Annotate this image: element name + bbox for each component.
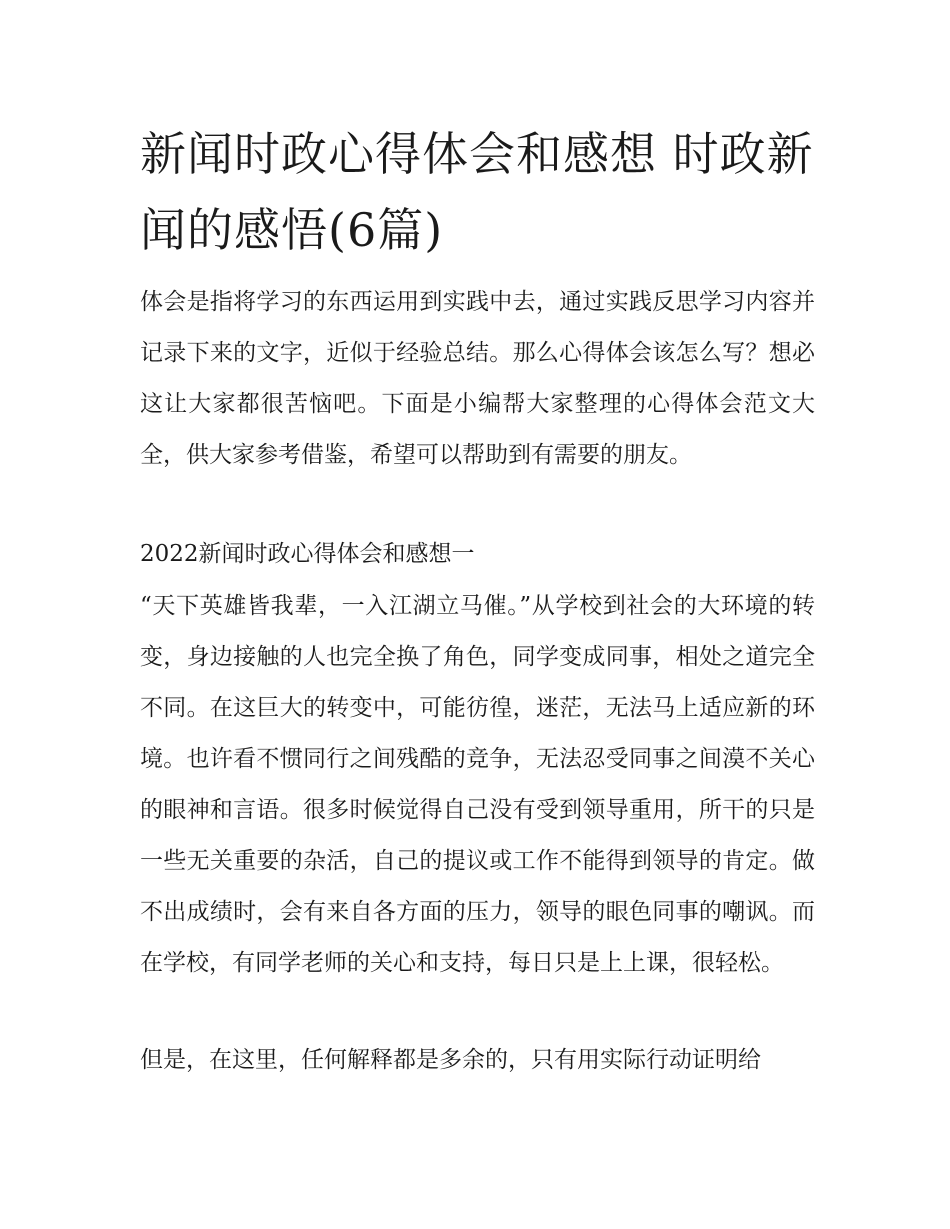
section-heading: 2022新闻时政心得体会和感想一 bbox=[140, 541, 475, 567]
document-title: 新闻时政心得体会和感想 时政新闻的感悟(6篇) bbox=[140, 127, 814, 257]
intro-paragraph: 体会是指将学习的东西运用到实践中去，通过实践反思学习内容并记录下来的文字，近似于经验总结。那么心得体会该怎么写？想必这让大家都很苦恼吧。下面是小编帮大家整理的心得体会范文大全，供大家参考借鉴，希望可以帮助到有需要的朋友。 bbox=[140, 289, 815, 468]
body-paragraph-1: “天下英雄皆我辈，一入江湖立马催。”从学校到社会的大环境的转变，身边接触的人也完全换了角色，同学变成同事，相处之道完全不同。在这巨大的转变中，可能彷徨，迷茫，无法马上适应新的环境。也许看不惯同行之间残酷的竞争，无法忍受同事之间漠不关心的眼神和言语。很多时候觉得自己没有受到领导重用，所干的只是一些无关重要的杂活，自己的提议或工作不能得到领导的肯定。做不出成绩时，会有来自各方面的压力，领导的眼色同事的嘲讽。而在学校，有同学老师的关心和支持，每日只是上上课，很轻松。 bbox=[140, 593, 815, 976]
body-paragraph-2: 但是，在这里，任何解释都是多余的，只有用实际行动证明给 bbox=[140, 1047, 761, 1073]
